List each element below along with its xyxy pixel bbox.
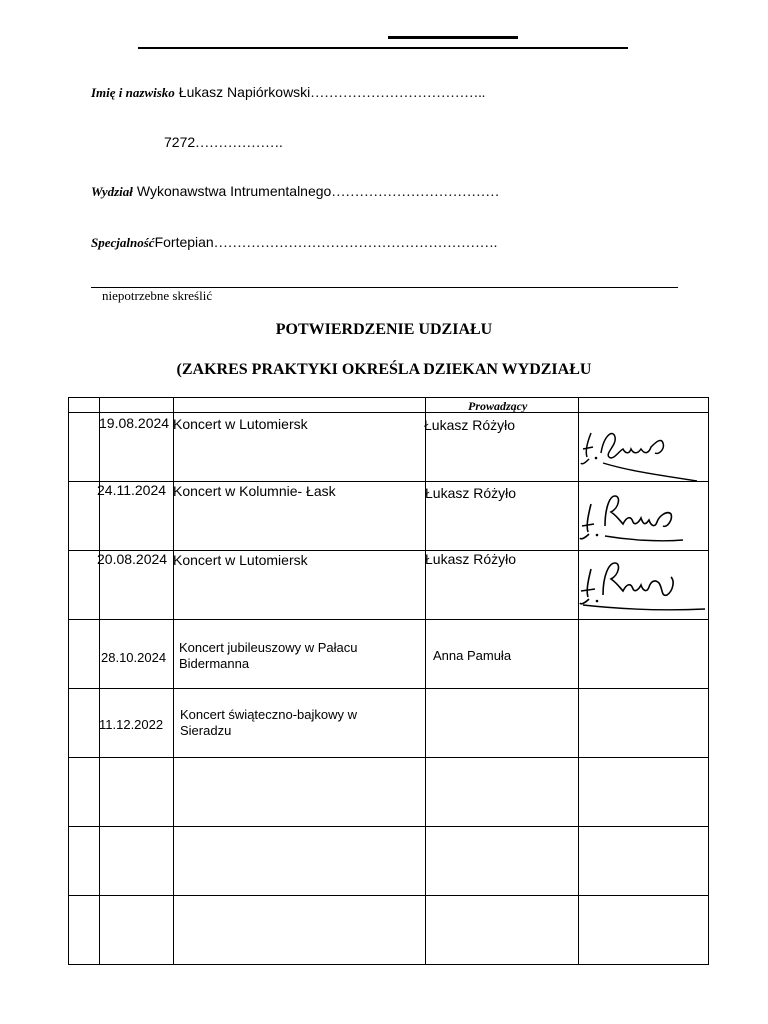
date-cell <box>97 482 174 551</box>
date-cell <box>100 758 174 827</box>
row-number-cell <box>69 827 100 896</box>
signature-icon <box>579 482 709 550</box>
table-row <box>69 551 709 620</box>
event-text: Koncert w Lutomiersk <box>173 416 308 432</box>
date-text: 28.10.2024 <box>101 650 167 665</box>
date-text: 11.12.2022 <box>99 717 164 732</box>
specialty-field <box>91 234 497 256</box>
date-text: 19.08.2024 <box>99 415 170 431</box>
date-cell <box>100 413 174 482</box>
row-number-cell <box>69 551 100 620</box>
header-cell <box>69 398 100 413</box>
signature-cell <box>579 482 709 551</box>
event-cell <box>174 758 426 827</box>
event-cell <box>174 896 426 965</box>
date-cell <box>100 689 174 758</box>
name-value: Łukasz Napiórkowski <box>178 84 311 100</box>
signature-cell <box>579 551 709 620</box>
strike-note: niepotrzebne skreślić <box>102 288 213 303</box>
event-cell <box>174 827 426 896</box>
leader-cell <box>426 551 579 620</box>
top-short-rule <box>388 36 518 39</box>
header-cell <box>579 398 709 413</box>
index-field <box>164 134 283 156</box>
name-dots: ……………………………….. <box>310 86 486 101</box>
header-cell <box>174 398 426 413</box>
signature-cell <box>579 827 709 896</box>
signature-cell <box>579 689 709 758</box>
event-cell <box>174 413 426 482</box>
event-cell <box>174 551 426 620</box>
name-field <box>91 84 485 106</box>
row-number-cell <box>69 482 100 551</box>
date-cell <box>97 551 174 620</box>
event-text: Koncert świąteczno-bajkowy w Sieradzu <box>180 707 358 738</box>
leader-cell <box>426 896 579 965</box>
date-cell <box>100 827 174 896</box>
sub-title: (ZAKRES PRAKTYKI OKREŚLA DZIEKAN WYDZIAŁU <box>176 361 592 378</box>
table-row <box>69 620 709 689</box>
signature-cell <box>579 620 709 689</box>
row-number-cell <box>69 758 100 827</box>
date-cell <box>100 896 174 965</box>
specialty-value: Fortepian <box>154 234 214 250</box>
table-row <box>69 896 709 965</box>
main-title: POTWIERDZENIE UDZIAŁU <box>275 321 493 338</box>
event-cell <box>174 620 426 689</box>
row-number-cell <box>69 413 100 482</box>
signature-cell <box>579 896 709 965</box>
table-row <box>69 413 709 482</box>
signature-cell <box>579 413 709 482</box>
table-header-row <box>69 398 709 413</box>
header-cell <box>100 398 174 413</box>
date-cell <box>100 620 174 689</box>
event-cell <box>174 482 426 551</box>
table-row <box>69 827 709 896</box>
table-row <box>69 689 709 758</box>
header-cell <box>426 398 579 413</box>
signature-icon <box>579 413 709 481</box>
row-number-cell <box>69 620 100 689</box>
date-text: 20.08.2024 <box>97 551 168 567</box>
index-value: 7272 <box>164 134 196 150</box>
faculty-field <box>91 183 499 205</box>
table-row <box>69 758 709 827</box>
top-rule <box>138 47 628 49</box>
table-row <box>69 482 709 551</box>
event-cell <box>174 689 426 758</box>
leader-cell <box>426 827 579 896</box>
event-text: Koncert jubileuszowy w Pałacu Bidermanna <box>179 640 358 671</box>
signature-icon <box>579 551 709 619</box>
leader-cell <box>426 758 579 827</box>
faculty-value: Wykonawstwa Intrumentalnego <box>136 183 332 199</box>
event-text: Koncert w Kolumnie- Łask <box>173 483 336 499</box>
leader-text: Anna Pamuła <box>433 648 512 663</box>
leader-text: Łukasz Różyło <box>425 485 517 501</box>
name-label: Imię i nazwisko <box>91 85 175 100</box>
date-text: 24.11.2024 <box>97 482 167 498</box>
row-number-cell <box>69 896 100 965</box>
index-dots: ………………. <box>195 136 283 151</box>
leader-text: Łukasz Różyło <box>425 551 517 567</box>
leader-cell <box>426 413 579 482</box>
event-text: Koncert w Lutomiersk <box>173 552 308 568</box>
faculty-label: Wydział <box>91 184 133 199</box>
leader-column-header: Prowadzący <box>468 399 528 413</box>
leader-text: Łukasz Różyło <box>424 417 516 433</box>
leader-cell <box>426 620 579 689</box>
signature-cell <box>579 758 709 827</box>
leader-cell <box>426 689 579 758</box>
faculty-dots: ……………………………… <box>331 185 500 200</box>
attendance-table <box>68 397 709 965</box>
specialty-dots: ……………………………………………………. <box>213 236 498 251</box>
specialty-label: Specjalność <box>91 235 155 250</box>
row-number-cell <box>69 689 100 758</box>
leader-cell <box>426 482 579 551</box>
